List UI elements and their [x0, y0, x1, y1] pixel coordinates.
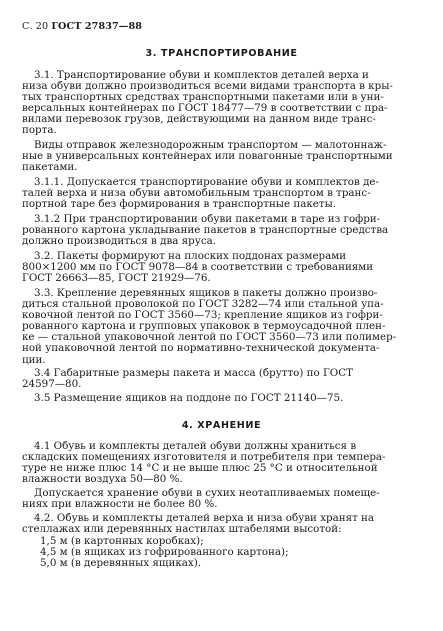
paragraph-3-5 — [22, 393, 422, 404]
section-4-heading: 4. ХРАНЕНИЕ — [181, 420, 262, 431]
paragraph-3-1-2 — [22, 214, 422, 247]
text-line: туре не ниже плюс 14 °C и не выше плюс 25 °C и относительной — [22, 463, 378, 475]
text-line: вилами перевозок грузов, действующими на данном виде транс- — [22, 114, 376, 126]
text-line: 3.4 Габаритные размеры пакета и масса (брутто) по ГОСТ — [34, 368, 353, 379]
text-line: ной упаковочной лентой по нормативно-технической документа- — [22, 343, 380, 355]
text-line: 3.3. Крепление деревянных ящиков в пакеты должно произво- — [34, 288, 378, 299]
paragraph-3-2 — [22, 251, 422, 284]
paragraph-3-1 — [22, 70, 422, 137]
paragraph-3-1-1 — [22, 177, 422, 210]
paragraph-4-2 — [22, 513, 422, 535]
text-line: порта. — [22, 125, 57, 137]
text-line: Допускается хранение обуви в сухих неотапливаемых помеще- — [34, 488, 380, 499]
text-line: рованного картона укладывание пакетов в транспортные средства — [22, 225, 389, 237]
list-item: 4,5 м (в ящиках из гофрированного картона); — [40, 547, 289, 559]
standard-code: ГОСТ 27837—88 — [51, 21, 143, 32]
section-3-heading: 3. ТРАНСПОРТИРОВАНИЕ — [145, 48, 298, 59]
text-line: 4.1 Обувь и комплекты деталей обуви должны храниться в — [34, 441, 357, 452]
text-line: ке — стальной упаковочной лентой по ГОСТ 3560—73 или полимер- — [22, 332, 397, 344]
text-line: Виды отправок железнодорожным транспортом — малотоннаж- — [34, 140, 387, 151]
text-line: 3.1.1. Допускается транспортирование обуви и комплектов де- — [34, 177, 379, 188]
text-line: 3.1.2 При транспортировании обуви пакетами в таре из гофри- — [34, 214, 381, 225]
text-line: портной таре без формирования в транспортные пакеты. — [22, 199, 337, 211]
text-line: пакетами. — [22, 162, 78, 174]
text-line: ГОСТ 26663—85, ГОСТ 21929—76. — [22, 273, 211, 285]
text-line: 4.2. Обувь и комплекты деталей верха и низа обуви хранят на — [34, 513, 375, 524]
text-line: влажности воздуха 50—80 %. — [22, 474, 183, 486]
paragraph-3-3 — [22, 288, 422, 366]
stack-height-list — [22, 536, 422, 569]
text-line: ниях при влажности не более 80 %. — [22, 499, 218, 511]
text-line: складских помещениях изготовителя и потребителя при темпера- — [22, 452, 386, 464]
text-line: 800×1200 мм по ГОСТ 9078—84 в соответствии с требованиями — [22, 262, 374, 274]
text-line: ковочной лентой по ГОСТ 3560—73; крепление ящиков из гофри- — [22, 310, 383, 322]
paragraph-3-1-shipments — [22, 140, 422, 173]
list-item: 1,5 м (в картонных коробках); — [40, 536, 204, 547]
text-line: 24597—80. — [22, 379, 82, 391]
paragraph-4-1-dry-storage — [22, 488, 422, 510]
text-line: диться стальной проволокой по ГОСТ 3282—74 или стальной упа- — [22, 299, 384, 311]
paragraph-3-4 — [22, 368, 422, 390]
text-line: низа обуви должно производиться всеми видами транспорта в кры- — [22, 81, 393, 93]
page-number: С. 20 — [22, 21, 49, 32]
text-line: 3.2. Пакеты формируют на плоских поддонах размерами — [34, 251, 347, 262]
text-line: 3.5 Размещение ящиков на поддоне по ГОСТ 21140—75. — [34, 393, 344, 404]
text-line: тых транспортных средствах транспортными пакетами или в уни- — [22, 92, 384, 104]
text-line: рованного картона и групповых упаковок в термоусадочной плен- — [22, 321, 386, 333]
text-line: ные в универсальных контейнерах или повагонные транспортными — [22, 151, 393, 163]
text-line: версальных контейнерах по ГОСТ 18477—79 в соответствии с пра- — [22, 103, 388, 115]
text-line: должно производиться в два яруса. — [22, 236, 217, 248]
page-header — [22, 21, 142, 32]
text-line: талей верха и низа обуви автомобильным транспортом в транс- — [22, 188, 371, 200]
text-line: ции. — [22, 354, 46, 366]
list-item: 5,0 м (в деревянных ящиках). — [40, 558, 202, 570]
text-line: 3.1. Транспортирование обуви и комплектов деталей верха и — [34, 70, 369, 81]
text-line: стеллажах или деревянных настилах штабелями высотой: — [22, 524, 342, 536]
paragraph-4-1 — [22, 441, 422, 485]
